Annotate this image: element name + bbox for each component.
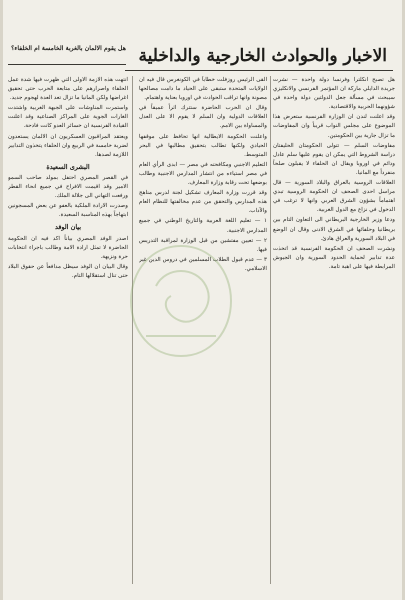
paragraph: واستمرت المناوشات على الجبهة الغربية واشتدت الغارات الجوية على المراكز الصناعية وقد اعلنت القيادة الفرنسية ان خسائر العدو كانت فادحة. (8, 105, 128, 130)
paragraph: التعليم الاجنبي ومكافحته في مصر — ابدى الرأي العام في مصر استياءه من انتشار المدارس الاجنبية وطالب بوضعها تحت رقابة وزارة المعارف. (139, 161, 267, 187)
scan-edge-left (0, 0, 3, 600)
list-item: ١ — تعليم اللغة العربية والتاريخ الوطني في جميع المدارس الاجنبية. (139, 218, 267, 234)
paragraph: وقال البيان ان الوفد سيظل مدافعاً عن حقوق البلاد حتى تنال استقلالها التام. (8, 263, 128, 279)
paragraph: القى الرئيس روزفلت خطاباً في الكونغرس قال فيه ان الولايات المتحدة ستبقى على الحياد ما دامت مصالحها مصونة وانها تراقب الحوادث في اوروبا بعناية واهتمام. (139, 77, 267, 102)
paragraph: ودعا وزير الخارجية البريطاني الى التعاون التام بين بريطانيا وحلفائها في الشرق الادنى وقال ان الوضع في البلاد السورية والعراق هادئ. (273, 217, 395, 242)
section-subhead: البشرى السعيدة (46, 162, 90, 171)
paragraph: وقال ان الحرب الحاضرة ستترك اثراً عميقاً في العلاقات الدولية وان السلم لا يقوم الا على العدل والمساواة بين الامم. (139, 105, 267, 130)
list-item: ٣ — عدم قبول الطلاب المسلمين في دروس الدين غير الاسلامي. (139, 256, 267, 272)
paragraph: العلاقات الروسية بالعراق والبلاد السورية — قال مراسل احدى الصحف ان الحكومة الروسية تبدي اهتماماً بشؤون الشرق العربي وانها لا ترغب في الدخول في نزاع مع الدول الغربية. (273, 180, 395, 214)
page-title: الاخبار والحوادث الخارجية والداخلية (138, 46, 387, 66)
paragraph: واعلنت الحكومة الايطالية انها تحافظ على موقفها الحيادي ولكنها تطالب بتحقيق مطالبها في البحر المتوسط. (139, 133, 267, 158)
list-item: ٢ — تعيين مفتشين من قبل الوزارة لمراقبة التدريس فيها. (139, 237, 267, 253)
paragraph: وصدرت الارادة الملكية بالعفو عن بعض المسجونين ابتهاجاً بهذه المناسبة السعيدة. (8, 203, 128, 219)
column-right (273, 76, 395, 588)
watermark-seal (96, 226, 266, 376)
paragraph: وقد قررت وزارة المعارف تشكيل لجنة لدرس مناهج هذه المدارس والتحقق من عدم مخالفتها للنظام العام والآداب. (139, 190, 267, 215)
paragraph: انتهت هذه الازمة الاولى التي ظهرت فيها شدة عمل الحلفاء واصرارهم على متابعة الحرب حتى تحقيق اغراضها ولكن المانيا ما تزال تعد العدة لهجوم جديد. (8, 77, 128, 102)
paragraph: وقد اعلنت لندن ان الوزارة الفرنسية ستعرض هذا الموضوع على مجلس النواب قريباً وان المفاوضات ما تزال جارية بين الحكومتين. (273, 114, 395, 139)
paragraph: في القصر المصري احتفل بمولد صاحب السمو الامير وقد اقيمت الافراح في جميع انحاء القطر ورفعت التهاني الى جلالة الملك. (8, 174, 128, 200)
title-rule (125, 70, 393, 71)
left-header-rule (8, 64, 126, 65)
left-header: هل يقوم الالمان بالغربة الخامسة ام الخلفاء؟ (11, 45, 126, 52)
section-subhead: بيان الوفد (54, 223, 81, 232)
column-divider-right (270, 76, 271, 584)
paragraph: هل تصبح انكلترا وفرنسا دولة واحدة — نشرت جريدة الدايلي ماركة ان المؤتمر الفرنسي والانكليزي سيبحث في مسألة جعل الدولتين دولة واحدة في شؤونهما الحربية والاقتصادية. (273, 77, 395, 111)
paragraph: ويعتقد المراقبون العسكريون ان الالمان يستعدون لضربة خامسة في الربيع وان الحلفاء يتخذون التدابير اللازمة لصدها. (8, 133, 128, 158)
paragraph: ونشرت الصحف ان الحكومة الفرنسية قد اتخذت عدة تدابير لحماية الحدود السورية وان الجيوش المرابطة فيها على اهبة تامة. (273, 245, 395, 270)
paragraph: مفاوضات السلم — تتولى الحكومتان الحليفتان دراسة الشروط التي يمكن ان يقوم عليها سلم عادل ودائم في اوروبا ويقال ان الحلفاء لا يقبلون صلحاً منفرداً مع المانيا. (273, 142, 395, 176)
paragraph: اصدر الوفد المصري بياناً اكد فيه ان الحكومة الحاضرة لا تمثل ارادة الامة وطالب باجراء انتخابات حرة ونزيهة. (8, 235, 128, 260)
